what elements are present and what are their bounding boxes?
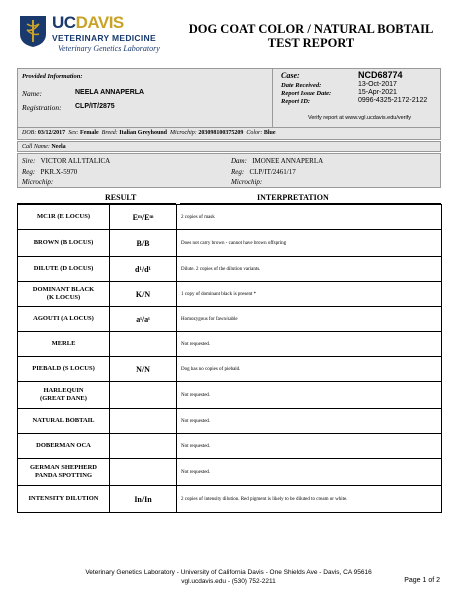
interpretation-cell: Not requested.: [177, 459, 442, 486]
locus-cell: DOMINANT BLACK (K LOCUS): [18, 282, 110, 307]
locus-cell: BROWN (B LOCUS): [18, 230, 110, 257]
dam-row: Dam: IMONEE ANNAPERLA: [231, 157, 324, 165]
interpretation-cell: 2 copies of intensity dilution. Red pigment is likely to be diluted to cream or white.: [177, 486, 442, 513]
footer-contact: vgl.ucdavis.edu - (530) 752-2211: [181, 578, 276, 585]
logo-lab: Veterinary Genetics Laboratory: [58, 44, 160, 53]
vet-seal-icon: [18, 14, 48, 48]
genotype-cell: [110, 332, 177, 357]
case-label: Case:: [281, 71, 300, 80]
registration-value: CLP/IT/2875: [75, 103, 115, 110]
verify-link[interactable]: Verify report at www.vgl.ucdavis.edu/verify: [308, 115, 412, 121]
genotype-cell: aᵗ/aᵗ: [110, 307, 177, 332]
genotype-cell: [110, 434, 177, 459]
genotype-cell: d¹/d¹: [110, 257, 177, 282]
result-row: [18, 382, 442, 409]
result-row: [18, 409, 442, 434]
sire-row: Sire: VICTOR ALL'ITALICA: [22, 157, 111, 165]
result-row: [18, 230, 442, 257]
result-row: [18, 282, 442, 307]
result-row: [18, 459, 442, 486]
report-title: DOG COAT COLOR / NATURAL BOBTAIL TEST REPORT: [188, 22, 434, 50]
case-number: NCD68774: [358, 70, 403, 80]
genotype-cell: Eᵐ/Eᵐ: [110, 205, 177, 230]
interpretation-cell: 2 copies of mask: [177, 205, 442, 230]
interpretation-cell: Not requested.: [177, 382, 442, 409]
sire-reg-row: Reg: PKR.X-5970: [22, 168, 78, 176]
result-row: [18, 434, 442, 459]
interpretation-cell: 1 copy of dominant black is present *: [177, 282, 442, 307]
genotype-cell: K/N: [110, 282, 177, 307]
result-row: [18, 205, 442, 230]
interpretation-cell: Not requested.: [177, 332, 442, 357]
locus-cell: INTENSITY DILUTION: [18, 486, 110, 513]
issue-date: 15-Apr-2021: [358, 89, 397, 96]
locus-cell: AGOUTI (A LOCUS): [18, 307, 110, 332]
genotype-cell: [110, 409, 177, 434]
interpretation-cell: Dilute. 2 copies of the dilution variants.: [177, 257, 442, 282]
genotype-cell: In/In: [110, 486, 177, 513]
logo-wordmark: UCDAVIS: [52, 13, 124, 32]
interpretation-cell: Homozygous for fawn/sable: [177, 307, 442, 332]
received-label: Date Received:: [281, 82, 322, 89]
result-row: [18, 257, 442, 282]
results-table: [17, 204, 442, 513]
interpretation-cell: Dog has no copies of piebald.: [177, 357, 442, 382]
provided-heading: Provided Information:: [22, 73, 83, 80]
dam-chip-row: Microchip:: [231, 178, 263, 186]
interpretation-cell: Does not carry brown - cannot have brown offspring: [177, 230, 442, 257]
locus-cell: GERMAN SHEPHERD PANDA SPOTTING: [18, 459, 110, 486]
result-row: [18, 357, 442, 382]
registration-label: Registration:: [22, 103, 62, 112]
result-heading: RESULT: [105, 193, 137, 202]
footer: [0, 568, 457, 586]
dog-name: NEELA ANNAPERLA: [75, 89, 145, 96]
result-row: [18, 307, 442, 332]
ucdavis-logo: [18, 14, 168, 54]
locus-cell: DILUTE (D LOCUS): [18, 257, 110, 282]
locus-cell: NATURAL BOBTAIL: [18, 409, 110, 434]
dam-reg-row: Reg: CLP/IT/2461/17: [231, 168, 296, 176]
received-date: 13-Oct-2017: [358, 81, 397, 88]
genotype-cell: N/N: [110, 357, 177, 382]
page-number: Page 1 of 2: [404, 577, 440, 584]
provided-left: [18, 69, 273, 127]
interpretation-heading: INTERPRETATION: [257, 193, 329, 202]
logo-vetmed: VETERINARY MEDICINE: [52, 33, 156, 43]
parents-panel: [17, 153, 441, 188]
interpretation-cell: Not requested.: [177, 409, 442, 434]
genotype-cell: [110, 459, 177, 486]
genotype-cell: [110, 382, 177, 409]
name-label: Name:: [22, 89, 42, 98]
footer-address: Veterinary Genetics Laboratory - University of California Davis - One Shields Ave - Davis, CA 95616: [85, 569, 372, 576]
sire-chip-row: Microchip:: [22, 178, 54, 186]
locus-cell: HARLEQUIN (GREAT DANE): [18, 382, 110, 409]
genotype-cell: B/B: [110, 230, 177, 257]
locus-cell: MC1R (E LOCUS): [18, 205, 110, 230]
issue-label: Report Issue Date:: [281, 90, 332, 97]
report-id: 0996-4325-2172-2122: [358, 97, 428, 104]
interpretation-cell: Not requested.: [177, 434, 442, 459]
locus-cell: PIEBALD (S LOCUS): [18, 357, 110, 382]
result-row: [18, 332, 442, 357]
locus-cell: MERLE: [18, 332, 110, 357]
call-name-line: Call Name: Neela: [17, 141, 441, 152]
dog-details-line: DOB: 03/12/2017 Sex: Female Breed: Italian Greyhound Microchip: 203098100375209 Color: Blue: [17, 128, 441, 140]
provided-information-panel: [17, 68, 441, 128]
locus-cell: DOBERMAN OCA: [18, 434, 110, 459]
result-row: [18, 486, 442, 513]
report-id-label: Report ID:: [281, 98, 311, 105]
